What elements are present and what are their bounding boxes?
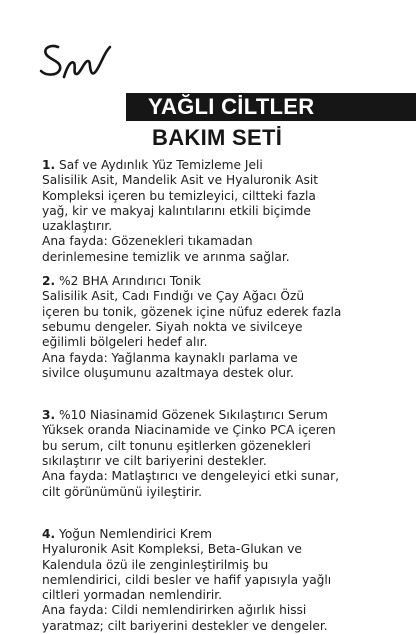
product-number: 4. <box>42 526 56 541</box>
product-number: 1. <box>42 158 56 172</box>
product-description-line: nemlendirici, cildi besler ve hafif yapısıyla yağlı <box>42 572 332 587</box>
product-heading <box>42 274 392 289</box>
product-description-line: uzaklaştırır. <box>42 219 113 234</box>
product-title: Yoğun Nemlendirici Krem <box>59 526 213 541</box>
product-benefit-line: Ana fayda: Matlaştırıcı ve dengeleyici etki sunar, <box>42 469 340 484</box>
title-line-1: YAĞLI CİLTLER <box>148 94 315 119</box>
product-benefit-line: cilt görünümünü iyileştirir. <box>42 484 202 499</box>
product-benefit-line: Ana fayda: Gözenekleri tıkamadan <box>42 234 253 249</box>
product-description-line: ciltleri yormadan nemlendirir. <box>42 588 223 603</box>
product-description-line: Kalendula özü ile zenginleştirilmiş bu <box>42 557 269 572</box>
product-benefit-line: Ana fayda: Yağlanma kaynaklı parlama ve <box>42 350 298 365</box>
product-title: %10 Niasinamid Gözenek Sıkılaştırıcı Serum <box>59 408 328 423</box>
product-description-line: yağ, kir ve makyaj kalıntılarını etkili biçimde <box>42 203 311 218</box>
product-description-line: eğilimli bölgeleri hedef alır. <box>42 335 208 350</box>
product-item-cleanser <box>42 158 392 265</box>
product-heading <box>42 158 392 173</box>
product-item-tonic <box>42 274 392 381</box>
product-heading <box>42 408 392 423</box>
product-benefit-line: sivilce oluşumunu azaltmaya destek olur. <box>42 365 294 380</box>
product-description-line: Yüksek oranda Niacinamide ve Çinko PCA içeren <box>42 423 336 438</box>
product-description-line: Kompleksi içeren bu temizleyici, ciltteki fazla <box>42 188 316 203</box>
product-description-line: Hyaluronik Asit Kompleksi, Beta-Glukan ve <box>42 542 302 557</box>
product-number: 3. <box>42 408 56 423</box>
product-description-line: sıkılaştırır ve cilt bariyerini destekler. <box>42 454 267 469</box>
product-list <box>42 158 392 634</box>
title-line-2: BAKIM SETİ <box>152 125 283 150</box>
product-description-line: bu serum, cilt tonunu eşitlerken gözenekleri <box>42 438 311 453</box>
product-heading <box>42 527 392 542</box>
product-benefit-line: derinlemesine temizlik ve arınma sağlar. <box>42 249 290 264</box>
product-title: Saf ve Aydınlık Yüz Temizleme Jeli <box>59 158 263 172</box>
product-description-line: Salisilik Asit, Mandelik Asit ve Hyaluronik Asit <box>42 173 319 188</box>
product-description-line: Salisilik Asit, Cadı Fındığı ve Çay Ağacı Özü <box>42 289 305 304</box>
product-benefit-line: yaratmaz; cilt bariyerini destekler ve dengeler. <box>42 618 328 633</box>
product-benefit-line: Ana fayda: Cildi nemlendirirken ağırlık hissi <box>42 603 307 618</box>
product-number: 2. <box>42 274 56 289</box>
sn-script-logo-icon <box>38 40 112 84</box>
product-description-line: sebumu dengeler. Siyah nokta ve sivilceye <box>42 319 303 334</box>
product-description-line: içeren bu tonik, gözenek içine nüfuz ederek fazla <box>42 304 342 319</box>
product-item-moisturizer <box>42 527 392 634</box>
product-item-serum <box>42 408 392 500</box>
title-banner <box>126 93 416 121</box>
product-title: %2 BHA Arındırıcı Tonik <box>59 274 201 289</box>
